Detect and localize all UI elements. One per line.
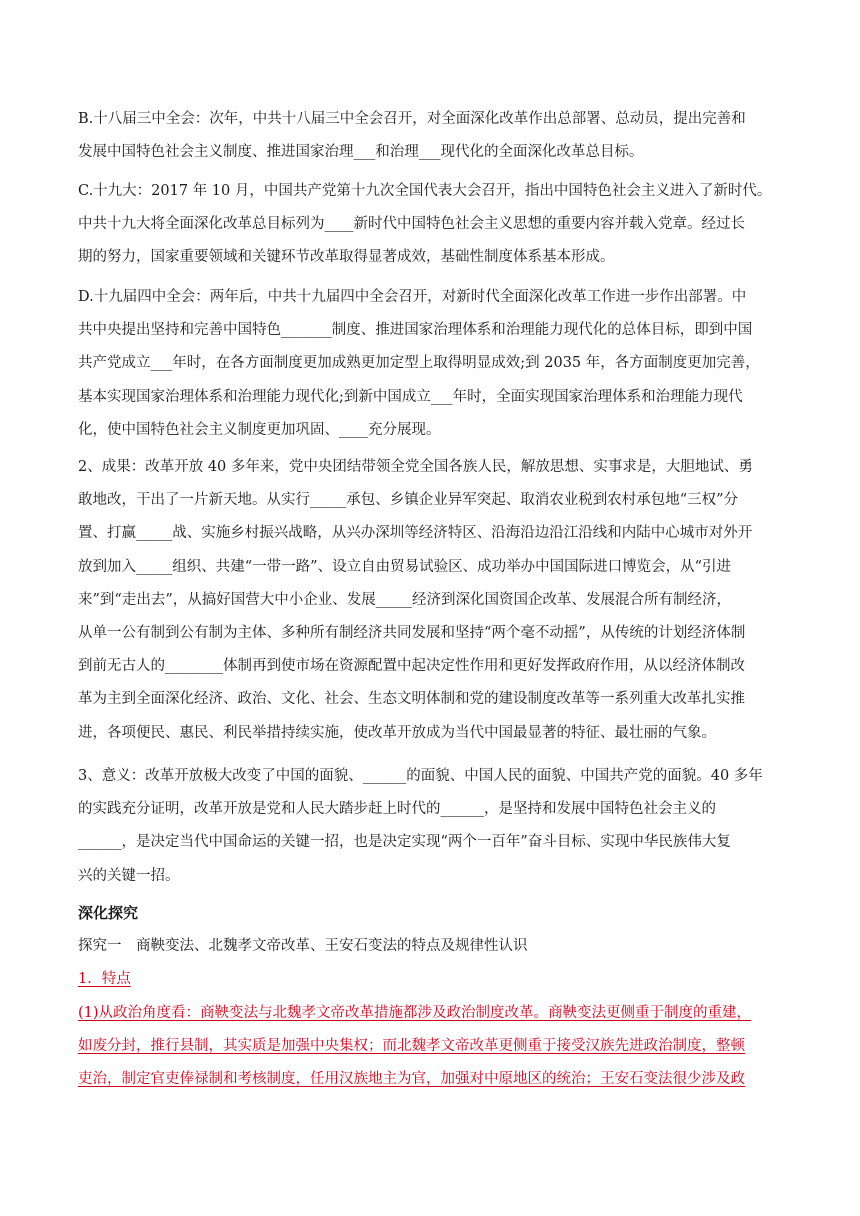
text-line: 3、意义：改革开放极大改变了中国的面貌、______的面貌、中国人民的面貌、中国共产党的面貌。40 多年 <box>78 768 763 784</box>
answer-subheading-text: 1．特点 <box>78 971 131 987</box>
text-line: 的实践充分证明，改革开放是党和人民大踏步赶上时代的______，是坚持和发展中国特色社会主义的 <box>78 801 716 818</box>
text-line: 革为主到全面深化经济、政治、文化、社会、生态文明体制和党的建设制度改革等一系列重大改革扎实推 <box>78 691 745 708</box>
text-line: 进，各项便民、惠民、利民举措持续实施，使改革开放成为当代中国最显著的特征、最壮丽的气象。 <box>78 724 716 741</box>
text-line: 基本实现国家治理体系和治理能力现代化;到新中国成立___年时，全面实现国家治理体系和治理能力现代 <box>78 388 743 405</box>
paragraph-c-19th-congress <box>78 175 786 275</box>
answer-paragraph <box>78 997 786 1097</box>
text-line: 置、打赢_____战、实施乡村振兴战略，从兴办深圳等经济特区、沿海沿边沿江沿线和内陆中心城市对外开 <box>78 525 753 542</box>
text-line: D.十九届四中全会：两年后，中共十九届四中全会召开，对新时代全面深化改革工作进一步作出部署。中 <box>78 289 747 305</box>
text-line: 从单一公有制到公有制为主体、多种所有制经济共同发展和坚持“两个毫不动摇”，从传统的计划经济体制 <box>78 624 746 641</box>
text-line: 中共十九大将全面深化改革总目标列为____新时代中国特色社会主义思想的重要内容并载入党章。经过长 <box>78 216 745 233</box>
text-line: 发展中国特色社会主义制度、推进国家治理___和治理___现代化的全面深化改革总目标。 <box>78 144 644 161</box>
text-line: B.十八届三中全会：次年，中共十八届三中全会召开，对全面深化改革作出总部署、总动员，提出完善和 <box>78 111 746 127</box>
text-line: 到前无古人的________体制再到使市场在资源配置中起决定性作用和更好发挥政府作用，从以经济体制改 <box>78 658 745 675</box>
answer-line: (1)从政治角度看：商鞅变法与北魏孝文帝改革措施都涉及政治制度改革。商鞅变法更侧重于制度的重建， <box>78 1005 752 1021</box>
text-line: ______，是决定当代中国命运的关键一招，也是决定实现“两个一百年”奋斗目标、实现中华民族伟大复 <box>78 834 731 851</box>
text-line: C.十九大：2017 年 10 月，中国共产党第十九次全国代表大会召开，指出中国特色社会主义进入了新时代。 <box>78 183 772 199</box>
inquiry-title <box>78 930 786 963</box>
text-line: 共中央提出坚持和完善中国特色_______制度、推进国家治理体系和治理能力现代化的总体目标，即到中国 <box>78 322 753 339</box>
paragraph-d-fourth-plenum <box>78 281 786 447</box>
text-line: 来”到“走出去”，从搞好国营大中小企业、发展_____经济到深化国资国企改革、发展混合所有制经济， <box>78 591 731 608</box>
text-line: 兴的关键一招。 <box>78 867 180 884</box>
answer-line: 如废分封，推行县制，其实质是加强中央集权；而北魏孝文帝改革更侧重于接受汉族先进政治制度，整顿 <box>78 1038 745 1055</box>
text-line: 敢地改，干出了一片新天地。从实行_____承包、乡镇企业异军突起、取消农业税到农村承包地“三权”分 <box>78 492 739 509</box>
text-line: 2、成果：改革开放 40 多年来，党中央团结带领全党全国各族人民，解放思想、实事求是，大胆地试、勇 <box>78 459 753 475</box>
paragraph-b-third-plenum <box>78 103 786 169</box>
answer-line: 吏治，制定官吏俸禄制和考核制度，任用汉族地主为官，加强对中原地区的统治；王安石变法很少涉及政 <box>78 1071 745 1088</box>
section-heading: 深化探究 <box>78 904 139 922</box>
text-line: 放到加入_____组织、共建“一带一路”、设立自由贸易试验区、成功举办中国国际进口博览会，从“引进 <box>78 558 731 575</box>
text-line: 共产党成立___年时，在各方面制度更加成熟更加定型上取得明显成效;到 2035 年，各方面制度更加完善， <box>78 355 760 372</box>
text-line: 期的努力，国家重要领域和关键环节改革取得显著成效，基础性制度体系基本形成。 <box>78 249 615 266</box>
paragraph-significance <box>78 760 786 893</box>
paragraph-achievements <box>78 451 786 750</box>
inquiry-title-text: 探究一 商鞅变法、北魏孝文帝改革、王安石变法的特点及规律性认识 <box>78 938 528 954</box>
answer-subheading <box>78 963 786 996</box>
text-line: 化，使中国特色社会主义制度更加巩固、____充分展现。 <box>78 421 441 438</box>
